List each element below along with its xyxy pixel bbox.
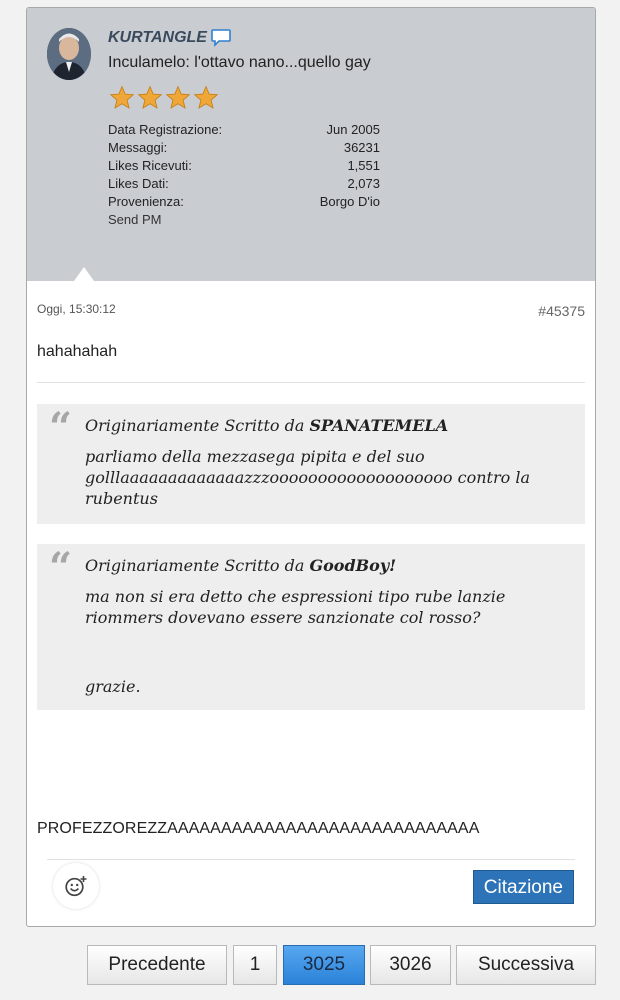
star-icon [193,85,219,111]
post-text: hahahahah [37,343,118,360]
quote-header [85,556,396,575]
star-icon [137,85,163,111]
quote-line: golllaaaaaaaaaaaaazzzooooooooooooooooooo contro la [85,468,530,487]
user-rank-stars [109,85,219,111]
quote-line: rubentus [85,489,158,508]
quote-block [37,544,585,710]
quote-reply-button[interactable]: Citazione [473,870,574,904]
post-date: Oggi, 15:30:12 [37,302,116,316]
quote-body [85,446,555,509]
quote-body [85,586,555,628]
quote-prefix: Originariamente Scritto da [85,556,310,575]
pagination-next-button[interactable]: Successiva [456,945,596,985]
quote-icon: “ [49,404,73,451]
quote-prefix: Originariamente Scritto da [85,416,310,435]
quote-author: GoodBoy! [309,556,397,575]
star-icon [165,85,191,111]
pagination-page-1[interactable]: 1 [233,945,277,985]
stat-value: Borgo D'io [319,194,380,209]
stat-location [108,193,380,211]
stat-messages [108,139,380,157]
divider [47,859,575,860]
quote-closing: grazie. [85,677,141,696]
stat-value: Jun 2005 [326,122,380,137]
chat-bubble-icon[interactable] [211,29,231,47]
star-icon [109,85,135,111]
user-stats [108,121,380,211]
username-link[interactable]: KURTANGLE [108,29,207,46]
quote-line: ma non si era detto che espressioni tipo rube lanzie [85,587,506,606]
divider [37,382,585,383]
quote-block [37,404,585,524]
user-avatar[interactable] [47,28,91,80]
quote-header [85,416,448,435]
stat-value: 1,551 [347,158,380,173]
post-text: PROFEZZOREZZAAAAAAAAAAAAAAAAAAAAAAAAAAAAA [37,820,480,837]
stat-likes-received [108,157,380,175]
stat-label: Messaggi: [108,140,168,155]
pagination-prev-button[interactable]: Precedente [87,945,227,985]
panel-pointer [74,267,94,281]
emoji-add-icon [64,874,88,898]
stat-registration [108,121,380,139]
user-title: Inculamelo: l'ottavo nano...quello gay [108,54,371,71]
stat-label: Likes Dati: [108,176,169,191]
stat-label: Likes Ricevuti: [108,158,192,173]
user-info-panel [27,8,595,281]
stat-label: Provenienza: [108,194,184,209]
stat-likes-given [108,175,380,193]
post-number-link[interactable]: #45375 [538,303,585,319]
emoji-add-button[interactable] [53,863,99,909]
stat-value: 36231 [343,140,380,155]
stat-label: Data Registrazione: [108,122,223,137]
post-card [26,7,596,927]
quote-line: parliamo della mezzasega pipita e del suo [85,447,425,466]
quote-line: riommers dovevano essere sanzionate col rosso? [85,608,481,627]
pagination-page-current[interactable]: 3025 [283,945,365,985]
quote-author: SPANATEMELA [309,416,449,435]
send-pm-link[interactable]: Send PM [108,212,162,227]
stat-value: 2,073 [347,176,380,191]
pagination-page-3026[interactable]: 3026 [370,945,451,985]
quote-icon: “ [49,544,73,591]
